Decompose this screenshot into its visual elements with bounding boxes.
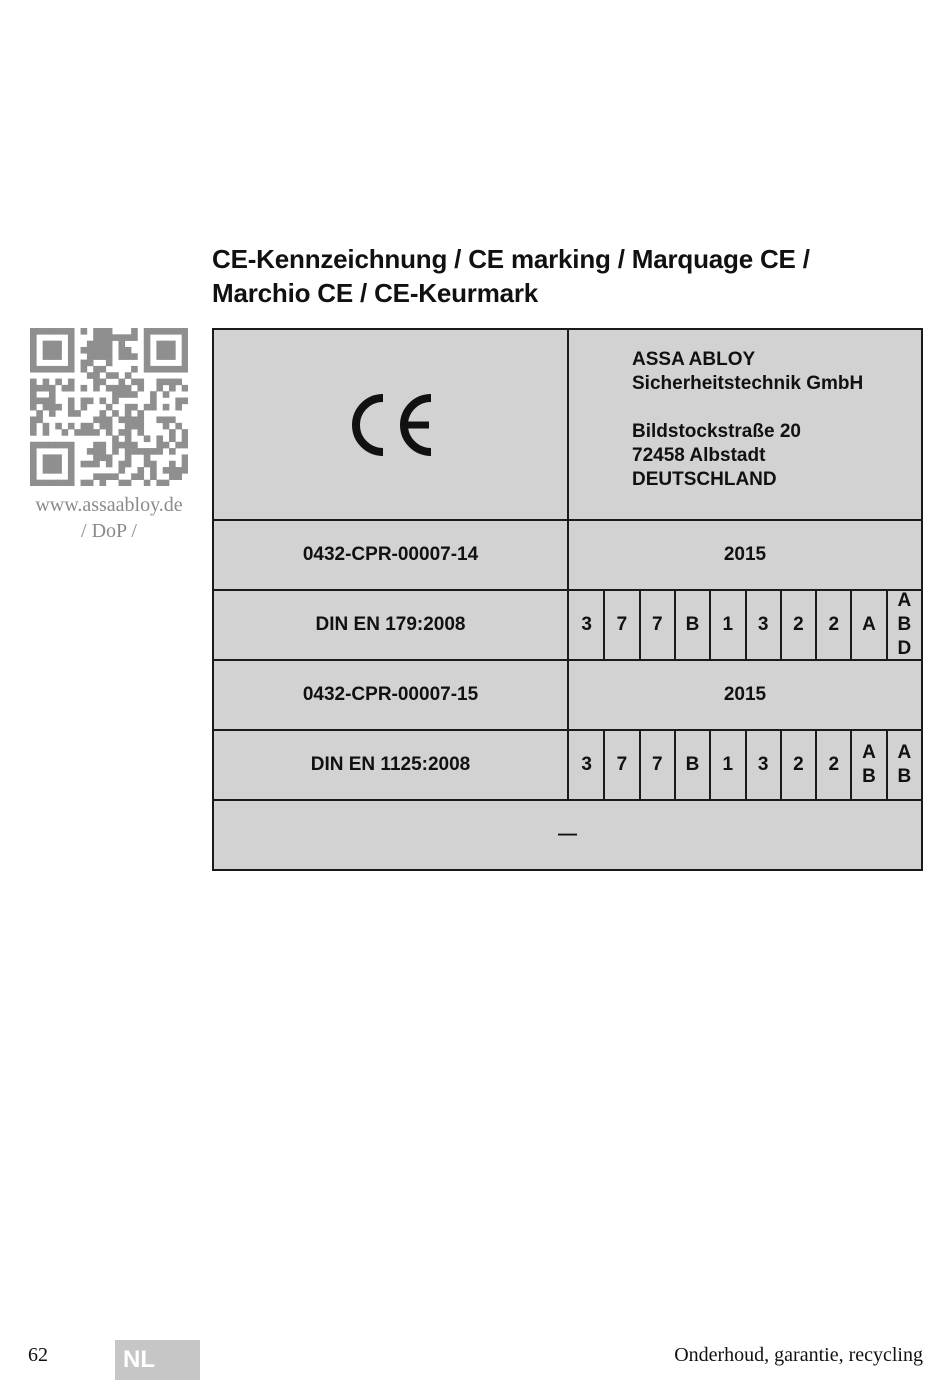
certificate-number: 0432-CPR-00007-14 <box>302 544 479 565</box>
table-divider <box>603 591 605 659</box>
table-footer-value: — <box>558 824 577 845</box>
classification-digit: 7 <box>651 754 663 775</box>
certificate-number: 0432-CPR-00007-15 <box>302 684 479 705</box>
classification-digit: 2 <box>793 614 804 635</box>
table-divider <box>674 591 676 659</box>
page-title-line-2: Marchio CE / CE-Keurmark <box>212 278 539 308</box>
classification-digit: 1 <box>722 614 734 635</box>
table-divider <box>815 731 817 799</box>
table-divider <box>780 731 782 799</box>
page-title-line-1: CE-Kennzeichnung / CE marking / Marquage CE / <box>212 244 810 274</box>
table-divider <box>709 731 711 799</box>
classification-digit: 2 <box>828 754 840 775</box>
table-divider <box>639 591 641 659</box>
table-divider <box>639 731 641 799</box>
qr-code[interactable] <box>30 328 188 486</box>
classification-digit: A B <box>862 742 876 787</box>
ce-mark-cell <box>214 330 567 519</box>
classification-digit: A <box>862 614 876 635</box>
table-divider <box>603 731 605 799</box>
manufacturer-name-1: ASSA ABLOY <box>632 349 756 370</box>
manufacturer-street: Bildstockstraße 20 <box>632 421 801 442</box>
standard-name: DIN EN 1125:2008 <box>310 754 471 775</box>
classification-digit: 3 <box>581 754 592 775</box>
certificate-year: 2015 <box>723 544 767 565</box>
classification-digit: 3 <box>757 614 769 635</box>
table-divider <box>886 591 888 659</box>
qr-caption-dop: / DoP / <box>81 520 137 542</box>
ce-marking-table <box>212 328 923 871</box>
classification-digit: 1 <box>722 754 734 775</box>
classification-digit: 2 <box>793 754 804 775</box>
manufacturer-country: DEUTSCHLAND <box>632 469 777 490</box>
language-badge: NL <box>115 1340 200 1380</box>
classification-digit: 7 <box>651 614 663 635</box>
manufacturer-name-2: Sicherheitstechnik GmbH <box>632 373 864 394</box>
table-divider <box>850 591 852 659</box>
classification-digit: B <box>685 614 700 635</box>
ce-mark-logo <box>343 390 439 460</box>
section-title: Onderhoud, garantie, recycling <box>674 1344 923 1366</box>
table-divider <box>780 591 782 659</box>
classification-digit: 7 <box>616 754 628 775</box>
classification-digit: A B D <box>897 590 912 659</box>
page-number: 62 <box>28 1344 48 1366</box>
certificate-year: 2015 <box>723 684 767 705</box>
table-divider <box>709 591 711 659</box>
qr-code-graphic <box>30 328 188 486</box>
classification-digit: B <box>685 754 700 775</box>
table-divider <box>745 591 747 659</box>
manufacturer-city: 72458 Albstadt <box>632 445 766 466</box>
table-divider <box>674 731 676 799</box>
classification-digit: 2 <box>828 614 840 635</box>
classification-digit: 3 <box>757 754 769 775</box>
qr-caption-url: www.assaabloy.de <box>35 494 183 516</box>
table-divider <box>886 731 888 799</box>
classification-digit: 7 <box>616 614 628 635</box>
standard-name: DIN EN 179:2008 <box>315 614 466 635</box>
classification-digit: 3 <box>581 614 592 635</box>
table-divider <box>745 731 747 799</box>
classification-digit: A B <box>897 742 912 787</box>
table-divider <box>850 731 852 799</box>
manufacturer-address <box>632 348 863 492</box>
qr-caption <box>20 492 198 544</box>
table-divider <box>815 591 817 659</box>
page-title <box>212 242 932 310</box>
